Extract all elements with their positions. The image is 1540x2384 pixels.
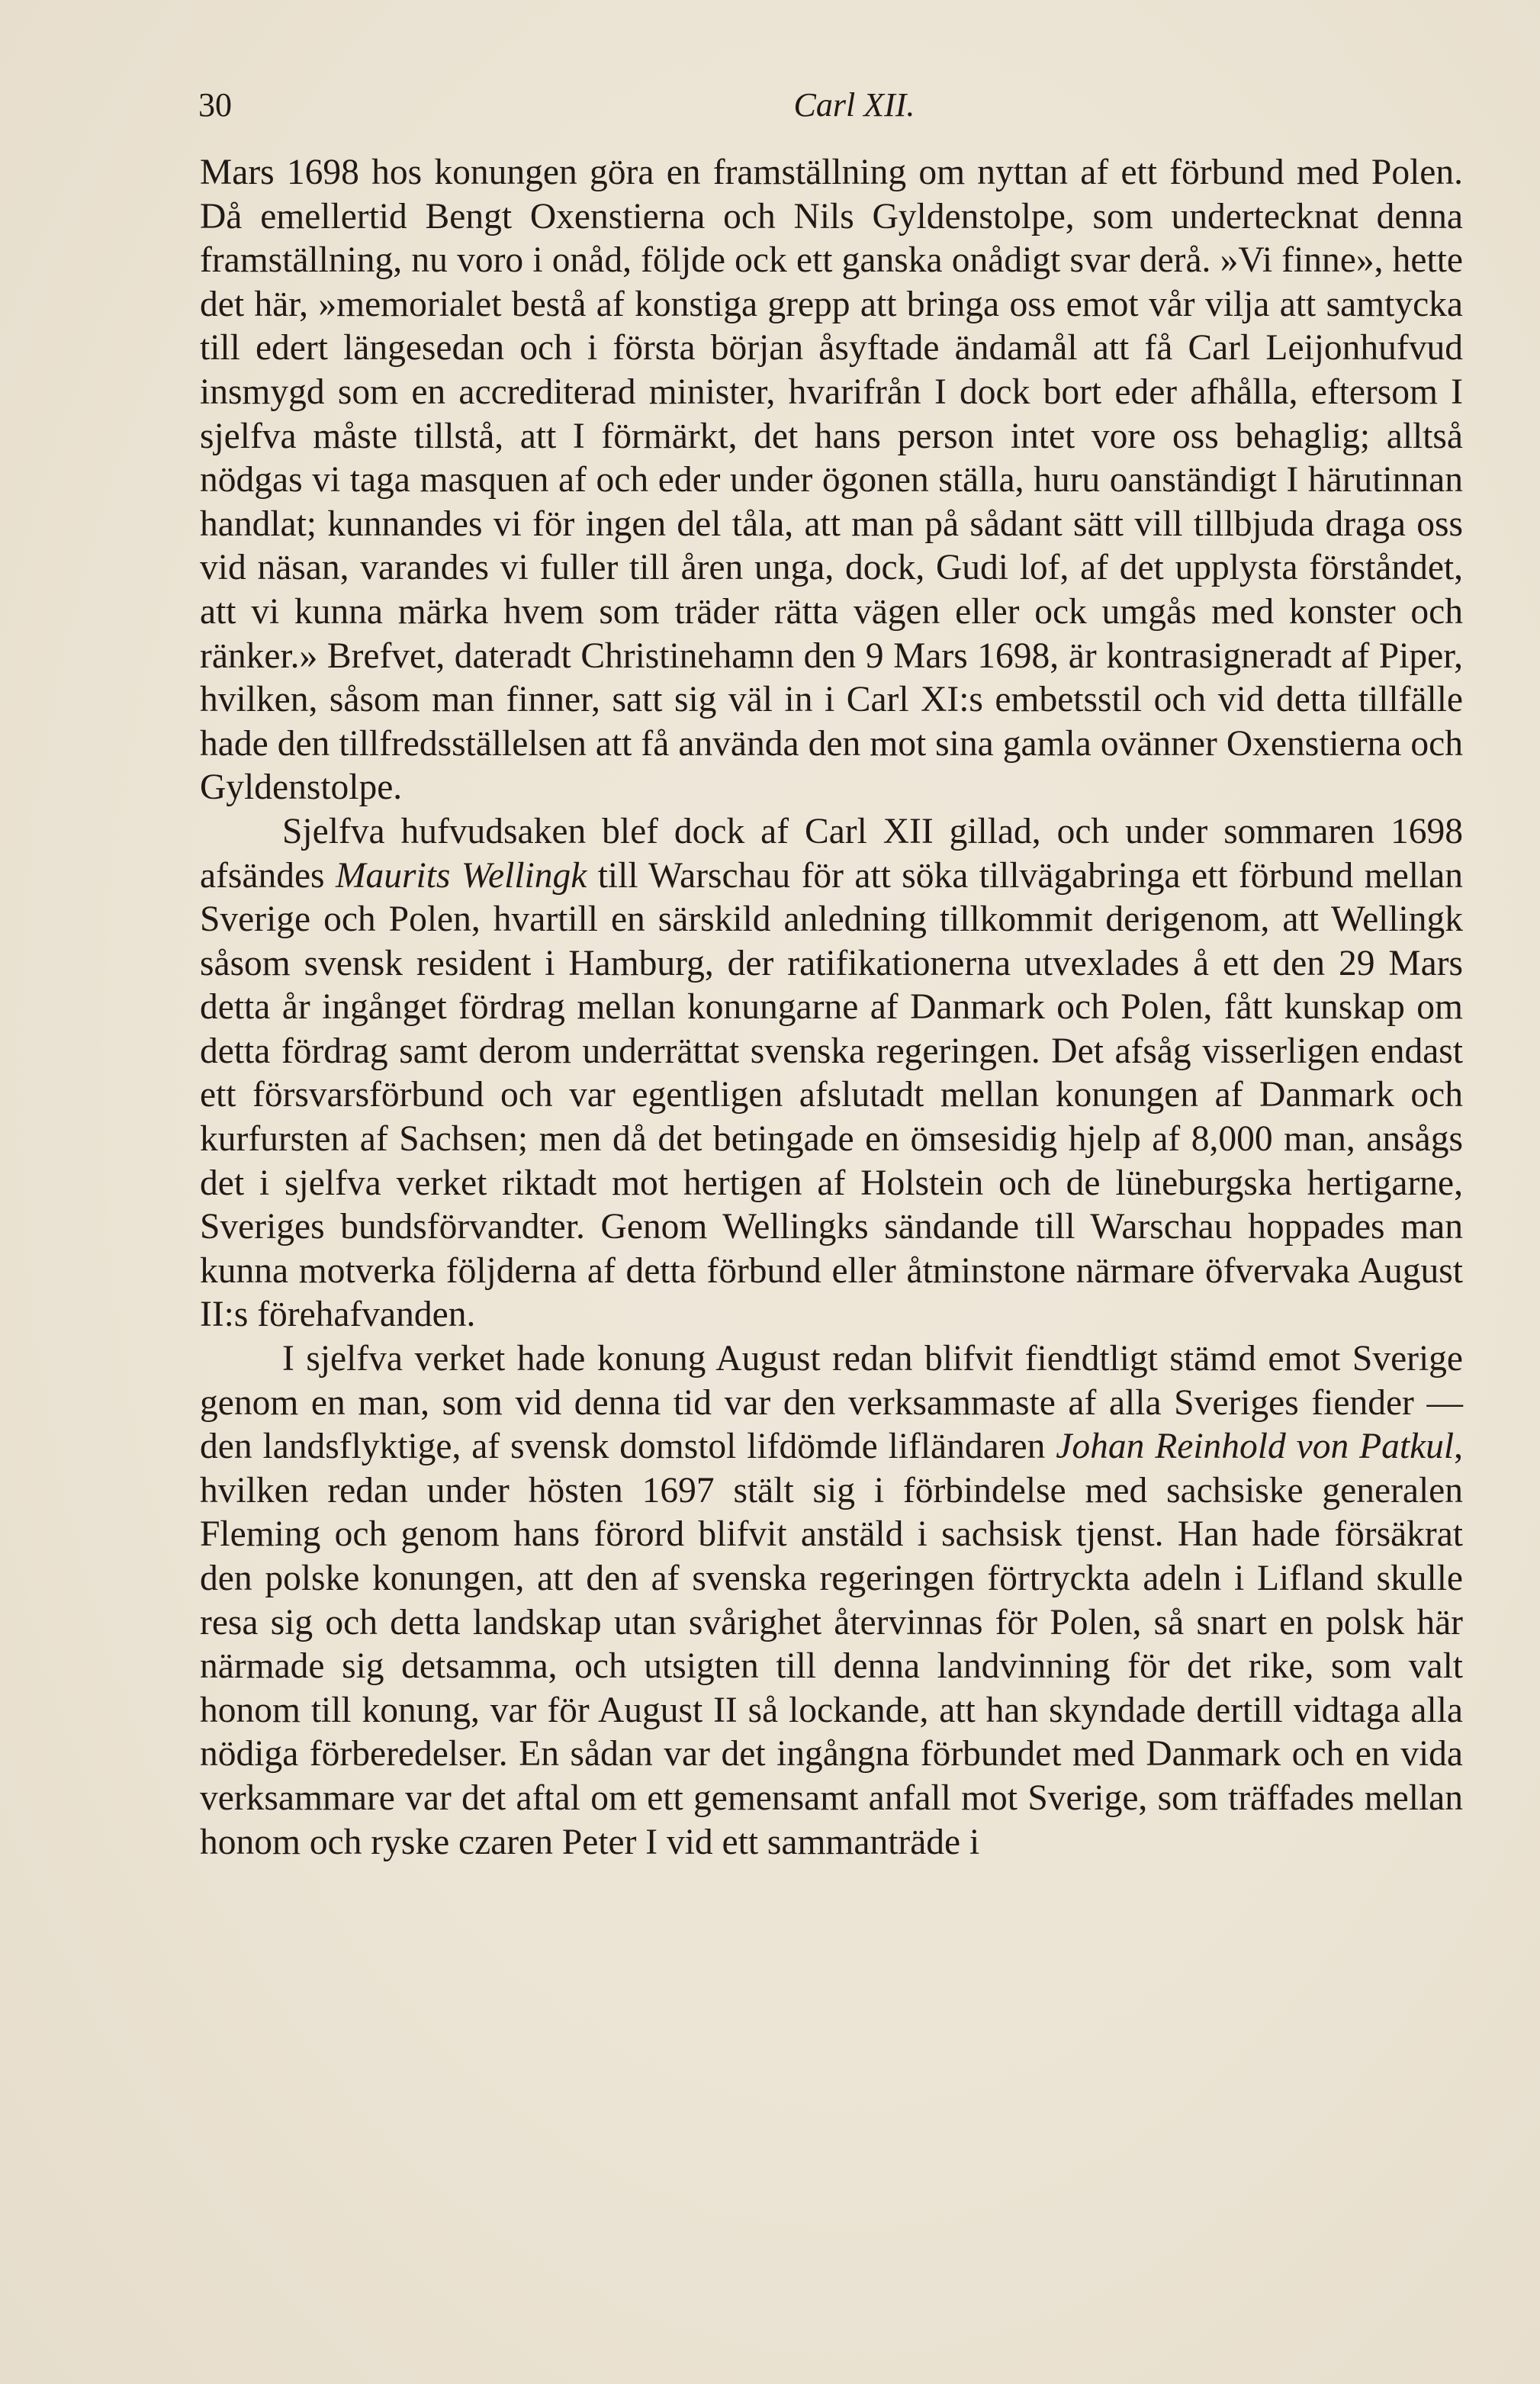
text-segment: till Warschau för att söka tillvägabringa ett förbund mellan Sverige och Polen, hvartill en särskild anledning tillkommit derigenom, att Wellingk såsom svensk resident i Hamburg, der ratifikationerna utvexlades å ett den 29 Mars detta år ingånget fördrag mellan konungarne af Danmark och Polen, fått kunskap om detta fördrag samt derom underrättat svenska regeringen. Det afsåg visserligen endast ett försvarsförbund och var egentligen afslutadt mellan konungen af Danmark och kurfursten af Sachsen; men då det betingade en ömsesidig hjelp af 8,000 man, ansågs det i sjelfva verket riktadt mot hertigen af Holstein och de lüneburgska hertigarne, Sveriges bundsförvandter. Genom Wellingks sändande till Warschau hoppades man kunna motverka följderna af detta förbund eller åtminstone närmare öfvervaka August II:s förehafvanden. xyxy=(200,855,1463,1335)
body-text xyxy=(200,151,1463,1864)
text-segment: Sjelfva hufvudsaken blef dock af Carl XII gillad, och under sommaren 1698 afsändes xyxy=(200,811,1463,896)
text-segment: I sjelfva verket hade konung August redan blifvit fiendtligt stämd emot Sverige genom en man, som vid denna tid var den verksammaste af alla Sveriges fiender — den landsflyktige, af svensk domstol lifdömde lifländaren xyxy=(200,1339,1463,1467)
paragraph xyxy=(200,1337,1463,1864)
paragraph xyxy=(200,810,1463,1337)
page-header xyxy=(198,82,1464,136)
paragraph xyxy=(200,151,1463,810)
text-segment: Mars 1698 hos konungen göra en framställning om nyttan af ett förbund med Polen. Då emellertid Bengt Oxenstierna och Nils Gyldenstolpe, som undertecknat denna framställning, nu voro i onåd, följde ock ett ganska onådigt svar derå. »Vi finne», hette det här, »memorialet bestå af konstiga grepp att bringa oss emot vår vilja att samtycka till edert längesedan och i första början åsyftade ändamål att få Carl Leijonhufvud insmygd som en accrediterad minister, hvarifrån I dock bort eder afhålla, eftersom I sjelfva måste tillstå, att I förmärkt, det hans person intet vore oss behaglig; alltså nödgas vi taga masquen af och eder under ögonen ställa, huru oanständigt I härutinnan handlat; kunnandes vi för ingen del tåla, att man på sådant sätt vill tillbjuda draga oss vid näsan, varandes vi fuller till åren unga, dock, Gudi lof, af det upplysta förståndet, att vi kunna märka hvem som träder rätta vägen eller ock umgås med konster och ränker.» Brefvet, dateradt Christinehamn den 9 Mars 1698, är kontrasigneradt af Piper, hvilken, såsom man finner, satt sig väl in i Carl XI:s embetsstil och vid detta tillfälle hade den tillfredsställelsen att få använda den mot sina gamla ovänner Oxenstierna och Gyldenstolpe. xyxy=(200,153,1463,808)
text-segment: , hvilken redan under hösten 1697 stält sig i förbindelse med sachsiske generalen Fleming och genom hans förord blifvit anstäld i sachsisk tjenst. Han hade försäkrat den polske konungen, att den af svenska regeringen förtryckta adeln i Lifland skulle resa sig och detta landskap utan svårighet återvinnas för Polen, så snart en polsk här närmade sig detsamma, och utsigten till denna landvinning för det rike, som valt honom till konung, var för August II så lockande, att han skyndade dertill vidtaga alla nödiga förberedelser. En sådan var det ingångna förbundet med Danmark och en vida verksammare var det aftal om ett gemensamt anfall mot Sverige, som träffades mellan honom och ryske czaren Peter I vid ett sammanträde i xyxy=(200,1427,1463,1862)
page-number: 30 xyxy=(198,86,232,124)
person-name: Johan Reinhold von Patkul xyxy=(1056,1427,1455,1467)
running-title: Carl XII. xyxy=(793,86,915,124)
person-name: Maurits Wellingk xyxy=(335,855,587,896)
